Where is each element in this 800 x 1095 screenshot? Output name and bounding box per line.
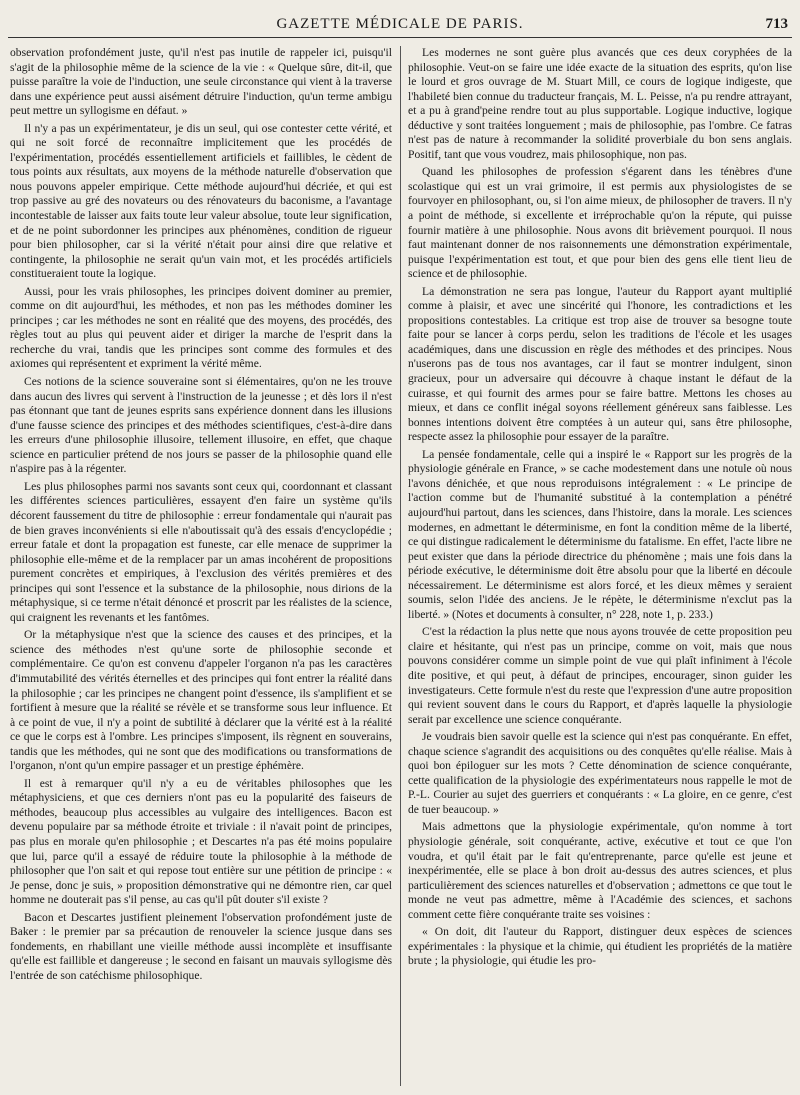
publication-title: GAZETTE MÉDICALE DE PARIS. xyxy=(276,16,524,32)
paragraph: Il n'y a pas un expérimentateur, je dis un seul, qui ose contester cette vérité, et qui ne soit forcé de reconnaître implicitement que les procédés de l'expérimentation, procédés essentiellement artificiels et faillibles, le cèdent de tous points aux résultats, aux moyens de la méthode naturelle d'observation que nous pouvons appeler empirique. Cette méthode aujourd'hui décriée, et qui est trop passive au gré des novateurs ou des rénovateurs du baconisme, a l'avantage incontestable de laisser aux faits toute leur valeur absolue, toute leur signification, et de ne point subordonner les principes aux phénomènes, condition de rigueur pour bien philosopher, car si la vérité n'était pour ainsi dire que relative et contingente, la philosophie ne serait qu'un vain mot, et les procédés artificiels constitueraient toute la logique. xyxy=(10,121,392,281)
header-rule xyxy=(8,37,792,38)
page-header xyxy=(0,0,800,44)
paragraph: Or la métaphysique n'est que la science des causes et des principes, et la science des méthodes n'est qu'une sorte de philosophie seconde et complémentaire. Ce qu'on est convenu d'appeler l'organon n'a pas les caractères d'immutabilité des vérités éternelles et des principes qui font entrer la réalité dans la philosophie ; car les principes ne changent point d'essence, ils s'amplifient et se fortifient à mesure que la réalité se révèle et se transforme sous leur influence. Et à ce point de vue, il n'y a point de subtilité à déclarer que la vérité est à la réalité ce que le corps est à l'ombre. Les principes s'imposent, ils règnent en souverains, tandis que les méthodes, qui ne sont que des modifications ou transformations de l'organon, n'ont qu'un empire passager et un prestige éphémère. xyxy=(10,628,392,773)
paragraph: La démonstration ne sera pas longue, l'auteur du Rapport ayant multiplié comme à plaisir, et avec une sincérité qui l'honore, les contradictions et les propositions contestables. La critique est trop aise de trouver sa besogne toute faite pour se lancer à corps perdu, selon les traditions de l'école et les usages académiques, dans une discussion en règle des méthodes et des principes. Nous n'userons pas de tous nos avantages, car il faut se montrer indulgent, sinon gracieux, pour un adversaire qui découvre à chaque instant le défaut de la cuirasse, et qui fournit des armes pour se faire battre. Mettons les choses au mieux, et dans ce conflit inégal soyons réellement généreux sans faiblesse. Les bonnes intentions doivent être comptées à un auteur qui, sans être philosophe, respecte assez la philosophie pour essayer de la paraître. xyxy=(408,284,792,444)
paragraph: « On doit, dit l'auteur du Rapport, distinguer deux espèces de sciences expérimentales : la physique et la chimie, qui étudient les propriétés de la matière brute ; la physiologie, qui étudie les pro- xyxy=(408,925,792,968)
column-divider xyxy=(400,46,401,1086)
paragraph: Il est à remarquer qu'il n'y a eu de véritables philosophes que les métaphysiciens, et que ces derniers n'ont pas eu la popularité des faiseurs de méthodes, beaucoup plus accessibles au vulgaire des intelligences. Bacon est devenu populaire par sa méthode étroite et triviale : il n'avait point de principes, pas plus en morale qu'en philosophie ; et Descartes n'a pas été moins populaire que lui, parce qu'il a essayé de réduire toute la philosophie à la méthode de philosopher que l'on sait et qui repose tout entière sur une pétition de principe : « Je pense, donc je suis, » proposition démonstrative qui ne démontre rien, car quel homme ne douterait pas s'il pense, au cas qu'il pût douter s'il existe ? xyxy=(10,776,392,907)
right-column xyxy=(408,46,792,1090)
paragraph: Ces notions de la science souveraine sont si élémentaires, qu'on ne les trouve dans aucun des livres qui servent à l'instruction de la jeunesse ; et dès lors il n'est pas étonnant que tant de jeunes esprits sans expérience donnent dans les illusions d'une fausse science des principes et des méthodes scientifiques, c'est-à-dire dans les erreurs d'une philosophie illusoire, tellement illusoire, en effet, que chaque science en particulier prétend de nos jours se passer de la philosophie quand elle n'aspire pas à la régenter. xyxy=(10,375,392,476)
paragraph: observation profondément juste, qu'il n'est pas inutile de rappeler ici, puisqu'il s'agit de la philosophie même de la science de la vie : « Quelque sûre, dit-il, que puisse paraître la voie de l'induction, une seule circonstance qui vient à la traverse dans une expérience peut aussi aisément détruire l'induction, qu'un terme ambigu peut mettre un syllogisme en défaut. » xyxy=(10,46,392,118)
paragraph: C'est la rédaction la plus nette que nous ayons trouvée de cette proposition peu claire et hésitante, qui n'est pas un principe, comme on voit, mais que nous pouvons considérer comme un simple point de vue qui plaît infiniment à l'école dite positive, et qui peut, à défaut de principes, encourager, sinon guider les investigateurs. Cette formule n'est du reste que l'expression d'une autre proposition qui revient souvent dans le cours du Rapport, et d'après laquelle la physiologie serait par excellence une science conquérante. xyxy=(408,625,792,726)
paragraph: Quand les philosophes de profession s'égarent dans les ténèbres d'une scolastique qui est un vrai grimoire, il est permis aux physiologistes de se fourvoyer en philosophant, ou, si l'on aime mieux, de philosopher de travers. Il n'y a point de méthode, si excellente et irréprochable qu'on la répute, qui puisse fournir matière à une philosophie. Nous avons dit brièvement pourquoi. Il nous faut maintenant donner de nos raisonnements une démonstration expérimentale, puisque l'expérimentation est tout, et que pour bien des gens elle tient lieu de science et de philosophie. xyxy=(408,165,792,281)
left-column xyxy=(10,46,392,1090)
page-number: 713 xyxy=(765,16,788,32)
paragraph: Bacon et Descartes justifient pleinement l'observation profondément juste de Baker : le premier par sa précaution de renouveler la science jusque dans ses fondements, en rhabillant une vieille méthode aussi incomplète et insuffisante qu'elle est faillible et dangereuse ; le second en faisant un mauvais syllogisme dès l'entrée de son catéchisme philosophique. xyxy=(10,910,392,982)
paragraph: Je voudrais bien savoir quelle est la science qui n'est pas conquérante. En effet, chaque science s'agrandit des acquisitions ou des conquêtes qu'elle réalise. Mais à quoi bon épiloguer sur les mots ? Cette dénomination de science conquérante, cette qualification de la physiologie des expérimentateurs nous rappelle le mot de P.-L. Courier au sujet des guerriers et conquérants : « La gloire, en ce genre, c'est de tuer beaucoup. » xyxy=(408,730,792,816)
paragraph: Les modernes ne sont guère plus avancés que ces deux coryphées de la philosophie. Veut-on se faire une idée exacte de la situation des esprits, qu'on lise le lourd et gros ouvrage de M. Stuart Mill, ce cours de logique indigeste, que l'habileté bien connue du traducteur français, M. L. Peisse, n'a pu rendre attrayant, et a pu à grand'peine rendre tout au plus supportable. Logique inductive, logique déductive y sont traitées longuement ; mais de philosophie, pas l'ombre. Ce fatras n'est pas de nature à recommander la solidité proverbiale du bon sens anglais. Positif, tant que vous voudrez, mais philosophique, non pas. xyxy=(408,46,792,161)
paragraph: Les plus philosophes parmi nos savants sont ceux qui, coordonnant et classant les différentes sciences particulières, essayent d'en faire un système qu'ils décorent faussement du titre de philosophie : erreur fondamentale qui n'aurait pas de bien graves inconvénients si elle n'aboutissait qu'à des essais d'encyclopédie ; erreur fatale et dont la propagation est funeste, car elle menace de supprimer la philosophie elle-même et de la remplacer par un amas incohérent de propositions purement concrètes et empiriques, à l'exclusion des vérités premières et des principes qui sont l'essence et la substance de la philosophie, nous dirions de la métaphysique, si ce terme n'était dénoncé et proscrit par les réalistes de la science, qui craignent les revenants et les fantômes. xyxy=(10,479,392,624)
paragraph: La pensée fondamentale, celle qui a inspiré le « Rapport sur les progrès de la physiologie générale en France, » se cache modestement dans une notule où nous l'avons dénichée, et que nous reproduisons intégralement : « Le principe de l'action comme but de l'humanité substitué à la contemplation a pénétré aujourd'hui partout, dans les sciences, dans l'histoire, dans la morale. Les sciences modernes, en admettant le déterminisme, en font la condition même de la liberté, ce qui distingue radicalement le déterminisme du fatalisme. En effet, l'acte libre ne peut exister que dans la période directrice du phénomène ; mais une fois dans la période exécutive, le déterminisme doit être absolu pour que la liberté en découle nécessairement. Le déterminisme est alors forcé, et les dieux mêmes y seraient soumis, selon l'idée des anciens. Je le répète, le déterminisme n'exclut pas la liberté. » (Notes et documents à consulter, n° 228, note 1, p. 233.) xyxy=(408,447,792,621)
paragraph: Mais admettons que la physiologie expérimentale, qu'on nomme à tort physiologie générale, soit conquérante, active, exécutive et tout ce que l'on voudra, et qu'il était par le fait qu'entreprenante, parce qu'elle est jeune et inexpérimentée, elle se place à bon droit au-dessus des autres sciences, et plus particulièrement des sciences naturelles et d'observation ; admettons ce que tout le monde ne veut pas admettre, même à l'Académie des sciences, et sachons comment cette fière conquérante traite ses voisines : xyxy=(408,820,792,921)
paragraph: Aussi, pour les vrais philosophes, les principes doivent dominer au premier, comme on dit aujourd'hui, les méthodes, et non pas les méthodes dominer les principes ; car les méthodes ne sont en réalité que des moyens, des procédés, des règles tout au plus qui peuvent aider et diriger la marche de l'esprit dans la recherche du vrai, tandis que les principes sont comme des formules et des axiomes qui représentent et expriment la vérité même. xyxy=(10,284,392,371)
